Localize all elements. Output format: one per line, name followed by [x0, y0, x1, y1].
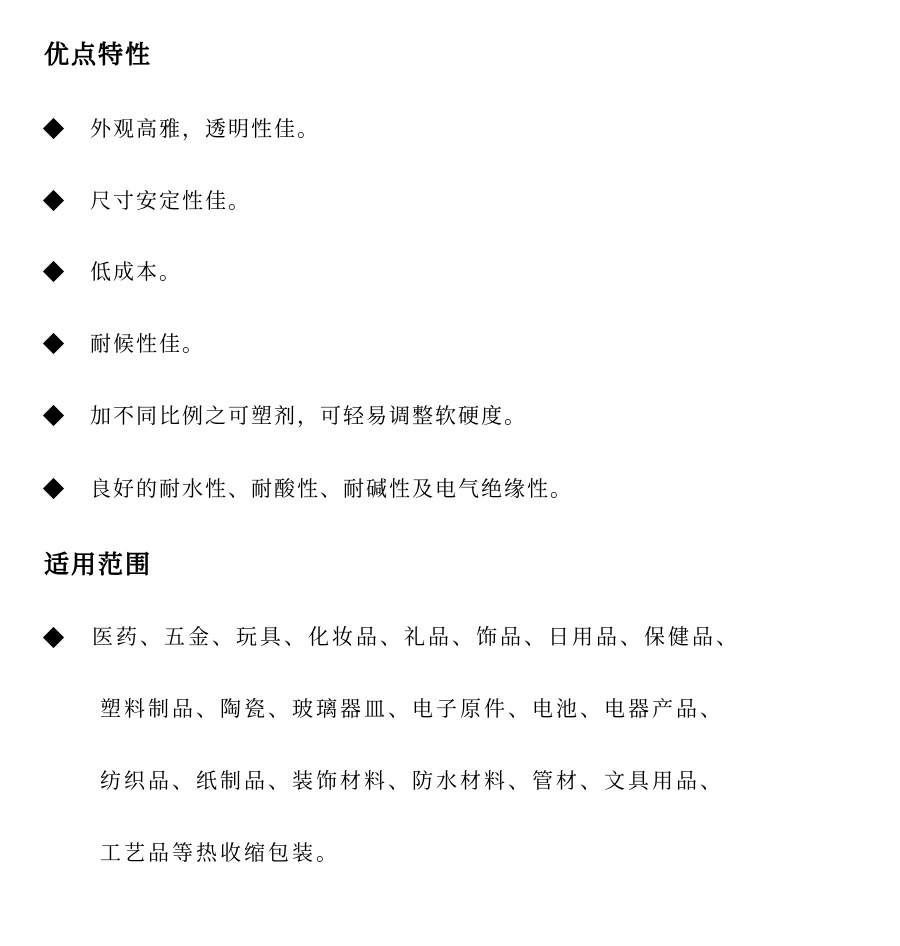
- advantage-item: [42, 333, 862, 363]
- applications-line: 塑料制品、陶瓷、玻璃器皿、电子原件、电池、电器产品、: [100, 697, 724, 721]
- advantage-item: [42, 261, 862, 291]
- applications-line: 医药、五金、玩具、化妆品、礼品、饰品、日用品、保健品、: [92, 625, 740, 649]
- advantage-item-text: 耐候性佳。: [90, 332, 205, 356]
- diamond-bullet-icon: [43, 627, 64, 648]
- advantage-item-text: 尺寸安定性佳。: [90, 189, 251, 213]
- advantages-heading: 优点特性: [44, 40, 153, 69]
- advantage-item-text: 低成本。: [90, 260, 182, 284]
- applications-line: 工艺品等热收缩包装。: [100, 841, 340, 865]
- advantage-item: [42, 118, 862, 148]
- diamond-bullet-icon: [43, 118, 64, 139]
- advantage-item-text: 加不同比例之可塑剂，可轻易调整软硬度。: [90, 404, 527, 428]
- diamond-bullet-icon: [43, 405, 64, 426]
- diamond-bullet-icon: [43, 190, 64, 211]
- advantage-item: [42, 190, 862, 220]
- advantage-item: [42, 405, 862, 435]
- advantage-item: [42, 478, 862, 508]
- diamond-bullet-icon: [43, 478, 64, 499]
- applications-list: [42, 620, 862, 880]
- applications-heading: 适用范围: [44, 550, 153, 579]
- advantage-item-text: 良好的耐水性、耐酸性、耐碱性及电气绝缘性。: [90, 477, 573, 501]
- applications-line: 纺织品、纸制品、装饰材料、防水材料、管材、文具用品、: [100, 769, 724, 793]
- diamond-bullet-icon: [43, 333, 64, 354]
- advantage-item-text: 外观高雅，透明性佳。: [90, 117, 320, 141]
- diamond-bullet-icon: [43, 261, 64, 282]
